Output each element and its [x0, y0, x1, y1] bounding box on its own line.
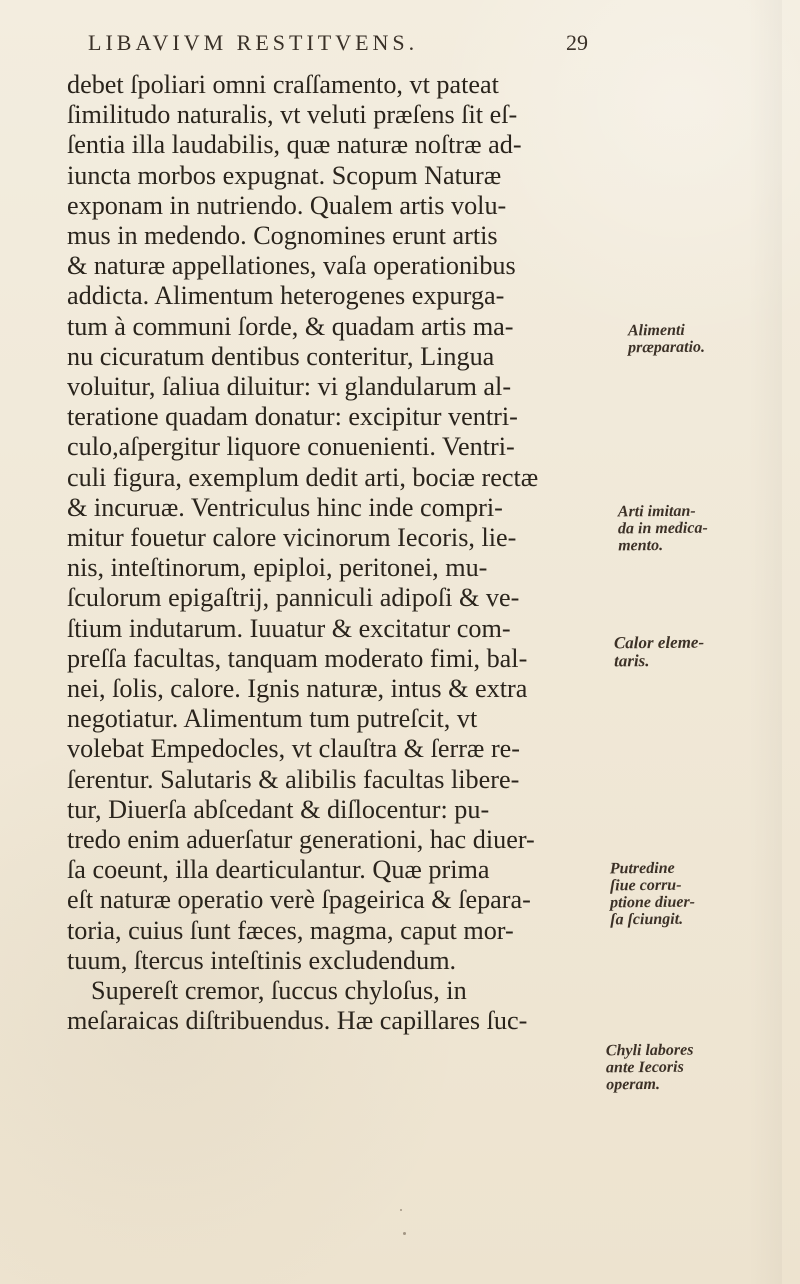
text-line: iuncta morbos expugnat. Scopum Naturæ	[67, 160, 502, 190]
text-line: ſa coeunt, illa dearticulantur. Quæ prima	[67, 855, 490, 885]
margin-note: Calor eleme- taris.	[613, 632, 705, 671]
text-line: ſentia illa laudabilis, quæ naturæ noſtræ ad-	[67, 130, 522, 160]
text-line: tur, Diuerſa abſcedant & diſlocentur: pu-	[67, 794, 490, 824]
text-line: teratione quadam donatur: excipitur ventri-	[67, 402, 518, 432]
margin-note: Alimenti præparatio.	[627, 321, 706, 357]
text-line: meſaraicas diſtribuendus. Hæ capillares ſuc-	[67, 1006, 528, 1036]
text-line: tredo enim aduerſatur generationi, hac diuer-	[67, 825, 535, 855]
text-line: addicta. Alimentum heterogenes expurga-	[67, 281, 505, 311]
text-line: nei, ſolis, calore. Ignis naturæ, intus & extra	[67, 674, 528, 704]
margin-note: Arti imitan- da in medica- mento.	[617, 502, 708, 555]
text-line: volebat Empedocles, vt clauſtra & ſerræ re-	[67, 734, 521, 764]
page-number: 29	[566, 30, 588, 55]
paper-speck	[403, 1232, 406, 1235]
text-line: voluitur, ſaliua diluitur: vi glandularum al-	[67, 372, 512, 402]
text-line: toria, cuius ſunt fæces, magma, caput mor-	[67, 915, 514, 945]
text-line: debet ſpoliari omni craſſamento, vt pateat	[67, 70, 499, 99]
text-line: ſculorum epigaſtrij, panniculi adipoſi & ve-	[67, 583, 520, 613]
text-line: mitur fouetur calore vicinorum Iecoris, lie-	[67, 523, 517, 553]
text-line: Supereſt cremor, ſuccus chyloſus, in	[91, 976, 467, 1006]
text-line: ſimilitudo naturalis, vt veluti præſens ſit eſ-	[67, 100, 518, 130]
margin-note: Putredine ſiue corru- ptione diuer- ſa ſciungit.	[609, 859, 696, 929]
text-line: nu cicuratum dentibus conteritur, Lingua	[67, 341, 495, 371]
running-header	[88, 30, 608, 56]
main-text-block	[67, 70, 607, 1037]
text-line: nis, inteſtinorum, epiploi, peritonei, mu-	[67, 553, 488, 583]
text-line: preſſa facultas, tanquam moderato fimi, bal-	[67, 643, 528, 673]
text-line: mus in medendo. Cognomines erunt artis	[67, 221, 498, 251]
text-line: culo,aſpergitur liquore conuenienti. Ventri-	[67, 432, 515, 462]
paper-speck	[400, 1209, 402, 1211]
text-line: exponam in nutriendo. Qualem artis volu-	[67, 190, 507, 220]
text-line: eſt naturæ operatio verè ſpageirica & ſepara-	[67, 885, 531, 915]
text-line: & incuruæ. Ventriculus hinc inde compri-	[67, 492, 503, 522]
text-line: tuum, ſtercus inteſtinis excludendum.	[67, 945, 457, 975]
header-title: LIBAVIVM RESTITVENS.	[88, 30, 419, 55]
text-line: ſerentur. Salutaris & alibilis facultas libere-	[67, 764, 520, 794]
margin-note: Chyli labores ante Iecoris operam.	[605, 1041, 694, 1094]
text-line: & naturæ appellationes, vaſa operationibus	[67, 251, 516, 281]
text-line: ſtium indutarum. Iuuatur & excitatur com-	[67, 613, 511, 643]
text-line: culi figura, exemplum dedit arti, bociæ rectæ	[67, 462, 539, 492]
text-line: negotiatur. Alimentum tum putreſcit, vt	[67, 704, 478, 734]
text-line: tum à communi ſorde, & quadam artis ma-	[67, 311, 514, 341]
